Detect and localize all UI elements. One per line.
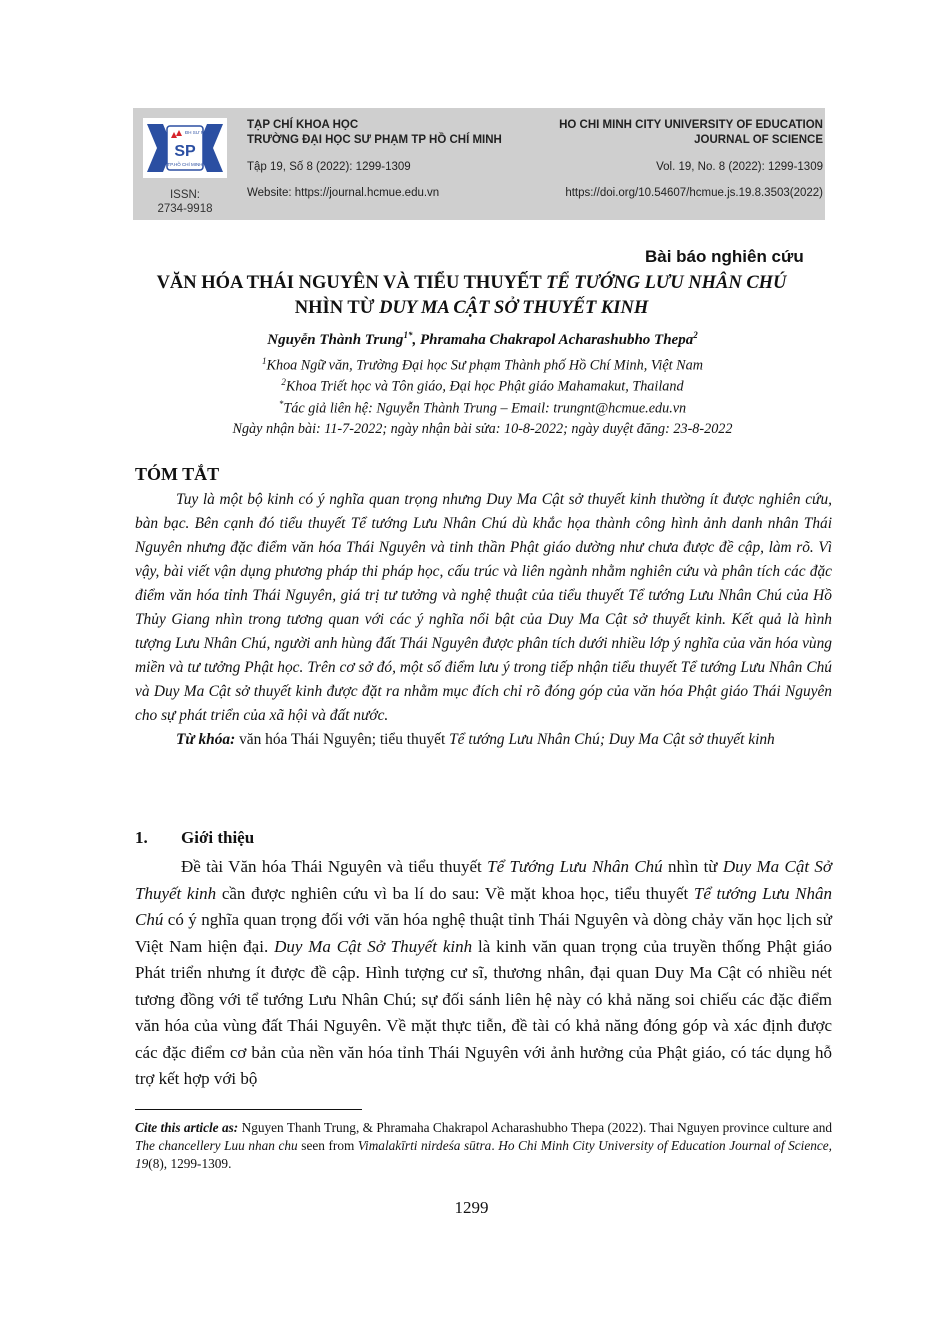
issn-value: 2734-9918 xyxy=(157,203,213,215)
title-line2-italic: DUY MA CẬT SỞ THUYẾT KINH xyxy=(379,298,649,318)
article-type-label: Bài báo nghiên cứu xyxy=(645,247,804,266)
author-separator: , xyxy=(412,332,420,348)
volume-vi: Tập 19, Số 8 (2022): 1299-1309 xyxy=(247,161,411,173)
keywords-italic: Tể tướng Lưu Nhân Chú; Duy Ma Cật sở thuyết kinh xyxy=(449,731,775,748)
doi-link[interactable]: https://doi.org/10.54607/hcmue.js.19.8.3503(2022) xyxy=(565,187,823,199)
affiliation-1 xyxy=(100,356,865,375)
authors xyxy=(100,330,865,349)
journal-header xyxy=(133,108,825,220)
journal-name-vi-line1: TẠP CHÍ KHOA HỌC xyxy=(247,119,359,131)
p1-d: Duy Ma Cật Sở Thuyết kinh xyxy=(135,857,832,903)
p1-b: Tể Tướng Lưu Nhân Chú xyxy=(487,857,663,876)
cite-label: Cite this article as: xyxy=(135,1120,239,1135)
title-line1-italic: TỂ TƯỚNG LƯU NHÂN CHÚ xyxy=(546,273,787,293)
logo-text-sp: SP xyxy=(174,143,196,160)
citation-footnote xyxy=(135,1119,832,1173)
logo-area xyxy=(133,108,237,220)
section-paragraph xyxy=(135,854,832,1093)
cite-g: (8), 1299-1309. xyxy=(148,1156,232,1171)
logo-text-bottom: TP.HỒ CHÍ MINH xyxy=(167,162,203,167)
journal-name-en-line2: JOURNAL OF SCIENCE xyxy=(694,134,823,146)
affiliation-1-text: Khoa Ngữ văn, Trường Đại học Sư phạm Thành phố Hồ Chí Minh, Việt Nam xyxy=(266,357,703,374)
abstract-text: Tuy là một bộ kinh có ý nghĩa quan trọng nhưng Duy Ma Cật sở thuyết kinh thường ít được nghiên cứu, bàn bạc. Bên cạnh đó tiểu thuyết Tể tướng Lưu Nhân Chú dù khắc họa thành công hình ảnh danh nhân Thái Nguyên nhưng đặc điểm văn hóa Thái Nguyên và tinh thần Phật giáo dường như chưa được đề cập, làm rõ. Vì vậy, bài viết vận dụng phương pháp thi pháp học, cấu trúc và liên ngành nhằm nghiên cứu và phân tích các đặc điểm văn hóa tỉnh Thái Nguyên, giá trị tư tưởng và nghệ thuật của tiểu thuyết Tể tướng Lưu Nhân Chú của Hồ Thủy Giang nhìn trong tương quan với các ý nghĩa nổi bật của Duy Ma Cật sở thuyết kinh. Kết quả là hình tượng Lưu Nhân Chú, người anh hùng đất Thái Nguyên được phân tích dưới nhiều lớp ý nghĩa của văn hóa vùng miền và tư tưởng Phật học. Trên cơ sở đó, một số điểm lưu ý trong tiếp nhận tiểu thuyết Tể tướng Lưu Nhân Chú và Duy Ma Cật sở thuyết kinh được đặt ra nhằm mục đích chỉ rõ đóng góp của văn hóa Phật giáo Thái Nguyên cho sự phát triển của xã hội và đất nước. xyxy=(135,491,832,724)
volume-en: Vol. 19, No. 8 (2022): 1299-1309 xyxy=(656,161,823,173)
page-number: 1299 xyxy=(454,1198,489,1217)
p1-f: Tể tướng Lưu Nhân Chú xyxy=(135,883,832,929)
article-title-line1 xyxy=(100,273,843,294)
corresponding-sup: * xyxy=(278,399,284,409)
keywords xyxy=(135,728,832,752)
author-2: Phramaha Chakrapol Acharashubho Thepa xyxy=(419,332,694,348)
affiliation-2-text: Khoa Triết học và Tôn giáo, Đại học Phật giáo Mahamakut, Thailand xyxy=(285,378,684,395)
cite-d: Vimalakīrti nirdeśa sūtra xyxy=(357,1138,492,1153)
issn-label: ISSN: xyxy=(169,189,201,201)
cite-a: Nguyen Thanh Trung, & Phramaha Chakrapol Acharashubho Thepa (2022). Thai Nguyen province culture and xyxy=(238,1120,833,1135)
article-dates: Ngày nhận bài: 11-7-2022; ngày nhận bài sửa: 10-8-2022; ngày duyệt đăng: 23-8-2022 xyxy=(232,421,733,437)
title-line2-plain: NHÌN TỪ xyxy=(294,298,380,318)
section-number: 1. xyxy=(135,828,148,847)
logo-text-top: ĐH SƯ PHẠM xyxy=(185,130,214,135)
cite-e: . xyxy=(491,1138,499,1153)
p1-a: Đề tài Văn hóa Thái Nguyên và tiểu thuyết xyxy=(181,857,488,876)
author-2-sup: 2 xyxy=(693,330,698,340)
article-title-line2 xyxy=(100,298,843,319)
cite-c: seen from xyxy=(297,1138,358,1153)
author-1-sup: 1* xyxy=(403,330,413,340)
corresponding-text: Tác giả liên hệ: Nguyễn Thành Trung – Email: trungnt@hcmue.edu.vn xyxy=(283,400,687,417)
abstract-heading: TÓM TẮT xyxy=(135,464,220,484)
affiliation-2 xyxy=(100,377,865,396)
issn xyxy=(133,188,237,216)
journal-name-vi-line2: TRƯỜNG ĐẠI HỌC SƯ PHẠM TP HỒ CHÍ MINH xyxy=(247,134,502,146)
corresponding-author xyxy=(100,399,865,418)
section-heading xyxy=(135,828,254,848)
cite-f: Ho Chi Minh City University of Education Journal of Science, 19 xyxy=(135,1138,832,1171)
cite-b: The chancellery Luu nhan chu xyxy=(135,1138,298,1153)
affiliation-2-sup: 2 xyxy=(281,377,286,387)
footnote-divider xyxy=(135,1109,362,1110)
keywords-plain: văn hóa Thái Nguyên; tiểu thuyết xyxy=(235,731,450,748)
title-line1-plain: VĂN HÓA THÁI NGUYÊN VÀ TIỂU THUYẾT xyxy=(156,273,547,293)
p1-h: Duy Ma Cật Sở Thuyết kinh xyxy=(274,936,473,956)
affiliation-1-sup: 1 xyxy=(262,356,267,366)
keywords-label: Từ khóa: xyxy=(176,731,236,748)
website-link[interactable]: Website: https://journal.hcmue.edu.vn xyxy=(247,187,440,199)
p1-c: nhìn từ xyxy=(662,857,723,876)
p1-e: cần được nghiên cứu vì ba lí do sau: Về mặt khoa học, tiểu thuyết xyxy=(216,883,694,903)
journal-name-en-line1: HO CHI MINH CITY UNIVERSITY OF EDUCATION xyxy=(559,119,823,131)
author-1: Nguyễn Thành Trung xyxy=(267,332,404,348)
section-title: Giới thiệu xyxy=(181,828,255,847)
university-logo-icon xyxy=(143,118,227,178)
p1-i: là kinh văn quan trọng của truyền thống Phật giáo Phát triển nhưng ít được đề cập. Hình tượng cư sĩ, thương nhân, đại quan Duy Ma Cật có nhiều nét tương đồng với tể tướng Lưu Nhân Chú; sự đối sánh liên hệ này có khả năng soi chiếu các đặc điểm văn hóa của vùng đất Thái Nguyên. Về mặt thực tiễn, đề tài có khả năng đóng góp và xác định được các đặc điểm cơ bản của nền văn hóa tỉnh Thái Nguyên với ảnh hưởng của Phật giáo, có tác dụng hỗ trợ kết hợp với bộ xyxy=(135,936,833,1088)
p1-g: có ý nghĩa quan trọng đối với văn hóa nghệ thuật tỉnh Thái Nguyên và dòng chảy văn học lịch sử Việt Nam hiện đại. xyxy=(135,910,832,956)
abstract-body xyxy=(135,488,832,752)
